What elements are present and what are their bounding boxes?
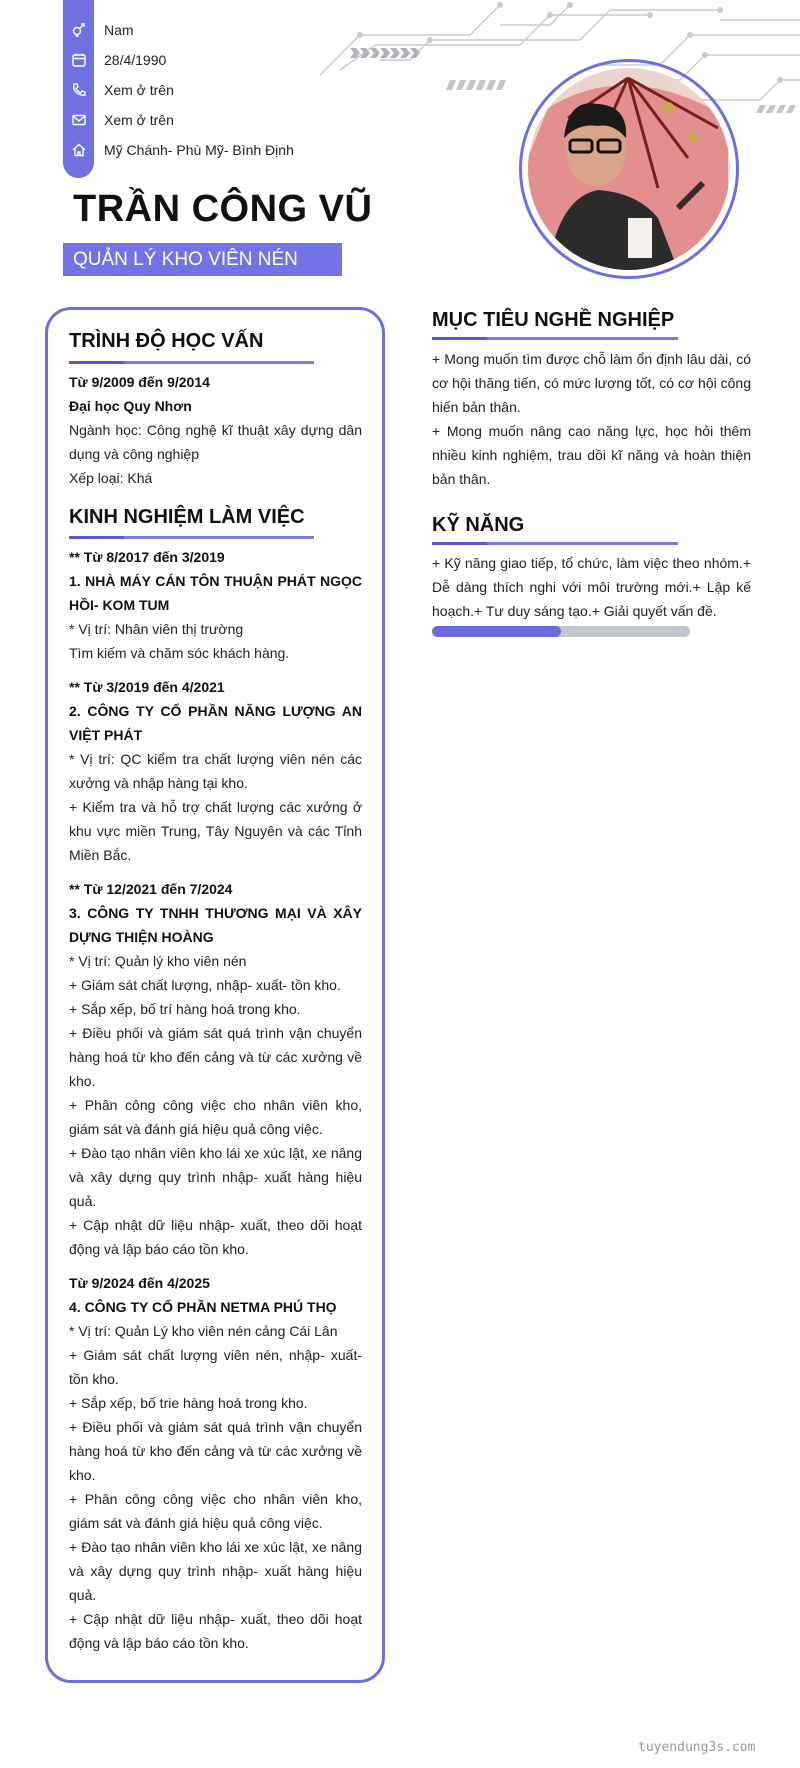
job-company: 3. CÔNG TY TNHH THƯƠNG MẠI VÀ XÂY DỰNG THIỆN HOÀNG (69, 905, 362, 945)
job-line: + Sắp xếp, bố trie hàng hoá trong kho. (69, 1395, 308, 1411)
experience-title: KINH NGHIỆM LÀM VIỆC (69, 506, 305, 528)
education-major: Ngành học: Công nghệ kĩ thuật xây dựng dân dụng và công nghiệp (69, 422, 362, 462)
job-line: Tìm kiếm và chăm sóc khách hàng. (69, 645, 290, 661)
job-period: ** Từ 3/2019 đến 4/2021 (69, 679, 225, 695)
job-line: + Đào tạo nhân viên kho lái xe xúc lật, xe nâng và xây dựng quy trình nhập- xuất hàng hiệu quả. (69, 1539, 362, 1603)
job-line: + Điều phối và giám sát quá trình vận chuyển hàng hoá từ kho đến cảng và từ các xưởng về kho. (69, 1419, 362, 1483)
objective-block (432, 347, 751, 491)
objective-underline (432, 337, 678, 340)
job-entry (69, 1271, 362, 1655)
gender-icon (63, 15, 94, 45)
candidate-name: TRẦN CÔNG VŨ (73, 188, 373, 230)
contact-gender (63, 15, 134, 45)
job-period: ** Từ 8/2017 đến 3/2019 (69, 549, 225, 565)
job-entry (69, 675, 362, 867)
job-line: + Kiểm tra và hỗ trợ chất lượng các xưởng ở khu vực miền Trung, Tây Nguyên và các Tỉnh Miền Bắc. (69, 799, 362, 863)
home-icon (63, 135, 94, 165)
job-period: ** Từ 12/2021 đến 7/2024 (69, 881, 233, 897)
education-period: Từ 9/2009 đến 9/2014 (69, 374, 210, 390)
job-line: + Giám sát chất lượng, nhập- xuất- tồn kho. (69, 977, 341, 993)
calendar-icon (63, 45, 94, 75)
contact-dob (63, 45, 166, 75)
education-title: TRÌNH ĐỘ HỌC VẤN (69, 330, 264, 352)
education-school: Đại học Quy Nhơn (69, 398, 192, 414)
job-company: 4. CÔNG TY CỔ PHẦN NETMA PHÚ THỌ (69, 1299, 337, 1315)
job-title-badge: QUẢN LÝ KHO VIÊN NÉN (63, 243, 342, 276)
job-line: * Vị trí: Nhân viên thị trường (69, 621, 244, 637)
job-line: + Đào tạo nhân viên kho lái xe xúc lật, xe nâng và xây dựng quy trình nhập- xuất hàng hiệu quả. (69, 1145, 362, 1209)
dob-text: 28/4/1990 (104, 52, 167, 68)
profile-photo-frame (519, 59, 739, 279)
education-rank: Xếp loại: Khá (69, 470, 153, 486)
skills-underline (432, 542, 678, 545)
job-entry (69, 877, 362, 1261)
job-line: + Cập nhật dữ liệu nhập- xuất, theo dõi hoạt động và lập báo cáo tồn kho. (69, 1611, 362, 1651)
skill-level-bar (432, 626, 690, 637)
job-line: * Vị trí: Quản Lý kho viên nén cảng Cái Lân (69, 1323, 338, 1339)
objective-title: MỤC TIÊU NGHỀ NGHIỆP (432, 309, 675, 331)
education-underline (69, 361, 314, 364)
job-entry (69, 545, 362, 665)
job-line: + Cập nhật dữ liệu nhập- xuất, theo dõi hoạt động và lập báo cáo tồn kho. (69, 1217, 362, 1257)
gender-text: Nam (104, 22, 134, 38)
skills-title: KỸ NĂNG (432, 514, 525, 536)
address-text: Mỹ Chánh- Phù Mỹ- Bình Định (104, 142, 294, 158)
contact-phone (63, 75, 174, 105)
job-period: Từ 9/2024 đến 4/2025 (69, 1275, 210, 1291)
job-line: + Phân công công việc cho nhân viên kho, giám sát và đánh giá hiệu quả công việc. (69, 1491, 362, 1531)
job-line: + Phân công công việc cho nhân viên kho, giám sát và đánh giá hiệu quả công việc. (69, 1097, 362, 1137)
education-block (69, 370, 362, 490)
job-line: + Sắp xếp, bố trí hàng hoá trong kho. (69, 1001, 301, 1017)
email-text: Xem ở trên (104, 112, 174, 128)
job-line: + Điều phối và giám sát quá trình vận chuyển hàng hoá từ kho đến cảng và từ các xưởng về kho. (69, 1025, 362, 1089)
phone-text: Xem ở trên (104, 82, 174, 98)
objective-line: + Mong muốn nâng cao năng lực, học hỏi thêm nhiều kinh nghiệm, trau dồi kĩ năng và hoàn thiện bản thân. (432, 423, 751, 487)
profile-photo (528, 68, 730, 270)
job-line: + Giám sát chất lượng viên nén, nhập- xuất- tồn kho. (69, 1347, 362, 1387)
job-line: * Vị trí: Quản lý kho viên nén (69, 953, 247, 969)
experience-underline (69, 536, 314, 539)
watermark: tuyendung3s.com (638, 1740, 756, 1755)
skills-text: + Kỹ năng giao tiếp, tổ chức, làm việc theo nhóm.+ Dễ dàng thích nghi với môi trường mới.+ Lập kế hoạch.+ Tư duy sáng tạo.+ Giải quyết vấn đề. (432, 555, 751, 619)
objective-line: + Mong muốn tìm được chỗ làm ổn định lâu dài, có cơ hội thăng tiến, có mức lương tốt, có cơ hội công hiến bản thân. (432, 351, 751, 415)
experience-block (69, 545, 362, 1655)
skill-level-fill (432, 626, 561, 637)
contact-address (63, 135, 294, 165)
envelope-icon (63, 105, 94, 135)
job-line: * Vị trí: QC kiểm tra chất lượng viên nén các xưởng và nhập hàng tại kho. (69, 751, 362, 791)
job-company: 2. CÔNG TY CỔ PHẦN NĂNG LƯỢNG AN VIỆT PHÁT (69, 703, 362, 743)
job-company: 1. NHÀ MÁY CÁN TÔN THUẬN PHÁT NGỌC HỒI- KOM TUM (69, 573, 362, 613)
contact-email (63, 105, 174, 135)
phone-icon (63, 75, 94, 105)
